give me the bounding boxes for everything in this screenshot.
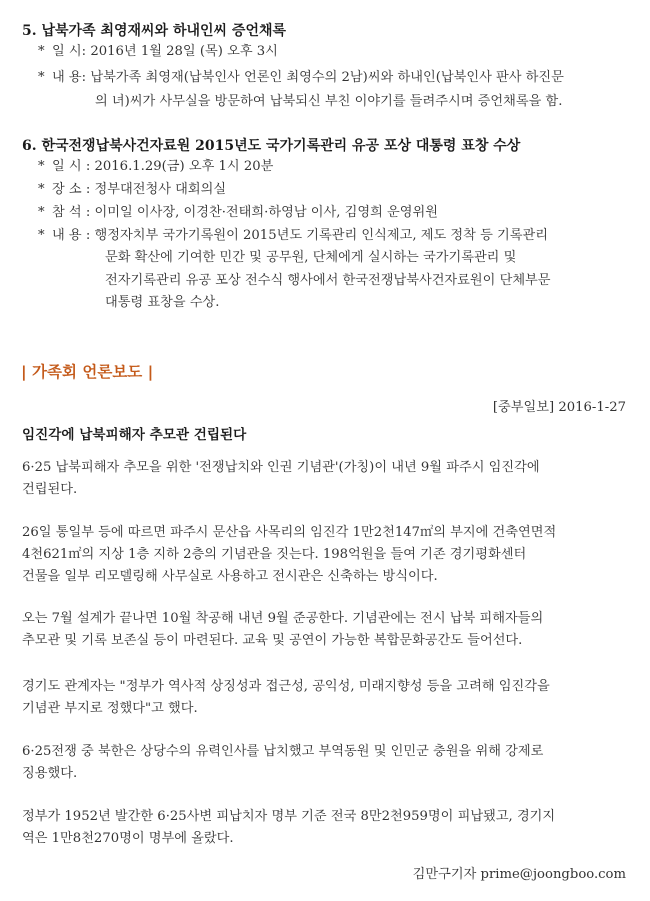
section-5-item-content: [38, 67, 564, 89]
item-label: 참 석 :: [52, 205, 91, 220]
item-value: 2016.1.29(금) 오후 1시 20분: [94, 159, 274, 174]
article-byline: 김만구기자 prime@joongboo.com: [412, 867, 626, 882]
section-6-item-content-cont-2: 전자기록관리 유공 포상 전수식 행사에서 한국전쟁납북사건자료원이 단체부문: [105, 273, 551, 288]
bullet-mark: *: [38, 70, 45, 85]
article-paragraph-4: [22, 676, 630, 720]
paragraph-line: 6·25 납북피해자 추모을 위한 '전쟁납치와 인권 기념관'(가칭)이 내년 9월 파주시 임진각에: [22, 460, 540, 475]
paragraph-line: 건물을 일부 리모델링해 사무실로 사용하고 전시관은 신축하는 방식이다.: [22, 569, 438, 584]
item-value: 납북가족 최영재(납북인사 언론인 최영수의 2남)씨와 하내인(납북인사 판사 하진문: [90, 70, 564, 85]
paragraph-line: 기념관 부지로 정했다"고 했다.: [22, 701, 198, 716]
article-paragraph-6: [22, 806, 630, 850]
article-paragraph-5: [22, 741, 630, 785]
paragraph-line: 6·25전쟁 중 북한은 상당수의 유력인사를 납치했고 부역동원 및 인민군 충원을 위해 강제로: [22, 744, 544, 759]
paragraph-line: 역은 1만8천270명이 명부에 올랐다.: [22, 831, 234, 846]
article-paragraph-1: [22, 457, 630, 501]
bullet-mark: *: [38, 44, 45, 59]
paragraph-line: 4천621㎡의 지상 1층 지하 2층의 기념관을 짓는다. 198억원을 들여 기존 경기평화센터: [22, 547, 527, 562]
paragraph-line: 경기도 관계자는 "정부가 역사적 상징성과 접근성, 공익성, 미래지향성 등을 고려해 임진각을: [22, 679, 550, 694]
article-paragraph-2: [22, 522, 630, 588]
item-value: 2016년 1월 28일 (목) 오후 3시: [90, 44, 278, 59]
section-6-title: 6. 한국전쟁납북사건자료원 2015년도 국가기록관리 유공 포상 대통령 표창 수상: [22, 138, 521, 154]
article-paragraph-3: [22, 608, 630, 652]
paragraph-line: 오는 7월 설계가 끝나면 10월 착공해 내년 9월 준공한다. 기념관에는 전시 납북 피해자들의: [22, 611, 544, 626]
paragraph-line: 정부가 1952년 발간한 6·25사변 피납치자 명부 기준 전국 8만2천959명이 피납됐고, 경기지: [22, 809, 556, 824]
section-6-item-attendees: [38, 202, 438, 224]
article-title: 임진각에 납북피해자 추모관 건립된다: [22, 427, 247, 443]
section-6-item-date: [38, 156, 273, 178]
paragraph-line: 건립된다.: [22, 482, 78, 497]
section-6-item-content-cont-3: 대통령 표창을 수상.: [105, 295, 220, 310]
item-label: 일 시 :: [52, 159, 91, 174]
item-label: 내 용 :: [52, 228, 91, 243]
section-6-item-content: [38, 225, 548, 247]
press-heading: | 가족회 언론보도 |: [21, 363, 154, 381]
item-value: 정부대전청사 대회의실: [94, 182, 227, 197]
article-source: [중부일보] 2016-1-27: [492, 400, 626, 415]
section-6-item-content-cont-1: 문화 확산에 기여한 민간 및 공무원, 단체에게 실시하는 국가기록관리 및: [105, 250, 517, 265]
bullet-mark: *: [38, 182, 45, 197]
paragraph-line: 추모관 및 기록 보존실 등이 마련된다. 교육 및 공연이 가능한 복합문화공간도 들어선다.: [22, 633, 523, 648]
paragraph-line: 징용했다.: [22, 766, 78, 781]
section-5-title: 5. 납북가족 최영재씨와 하내인씨 증언채록: [22, 23, 287, 39]
section-5-item-date: [38, 41, 278, 63]
paragraph-line: 26일 통일부 등에 따르면 파주시 문산읍 사목리의 임진각 1만2천147㎡의 부지에 건축연면적: [22, 525, 557, 540]
item-label: 내 용:: [52, 70, 87, 85]
item-label: 일 시:: [52, 44, 87, 59]
item-value: 행정자치부 국가기록원이 2015년도 기록관리 인식제고, 제도 정착 등 기록관리: [94, 228, 548, 243]
section-5-item-content-cont: 의 녀)씨가 사무실을 방문하여 납북되신 부친 이야기를 들려주시며 증언채록을 함.: [95, 94, 563, 109]
bullet-mark: *: [38, 205, 45, 220]
item-value: 이미일 이사장, 이경찬·전태희·하영남 이사, 김영희 운영위원: [94, 205, 438, 220]
bullet-mark: *: [38, 228, 45, 243]
bullet-mark: *: [38, 159, 45, 174]
item-label: 장 소 :: [52, 182, 91, 197]
section-6-item-place: [38, 179, 226, 201]
